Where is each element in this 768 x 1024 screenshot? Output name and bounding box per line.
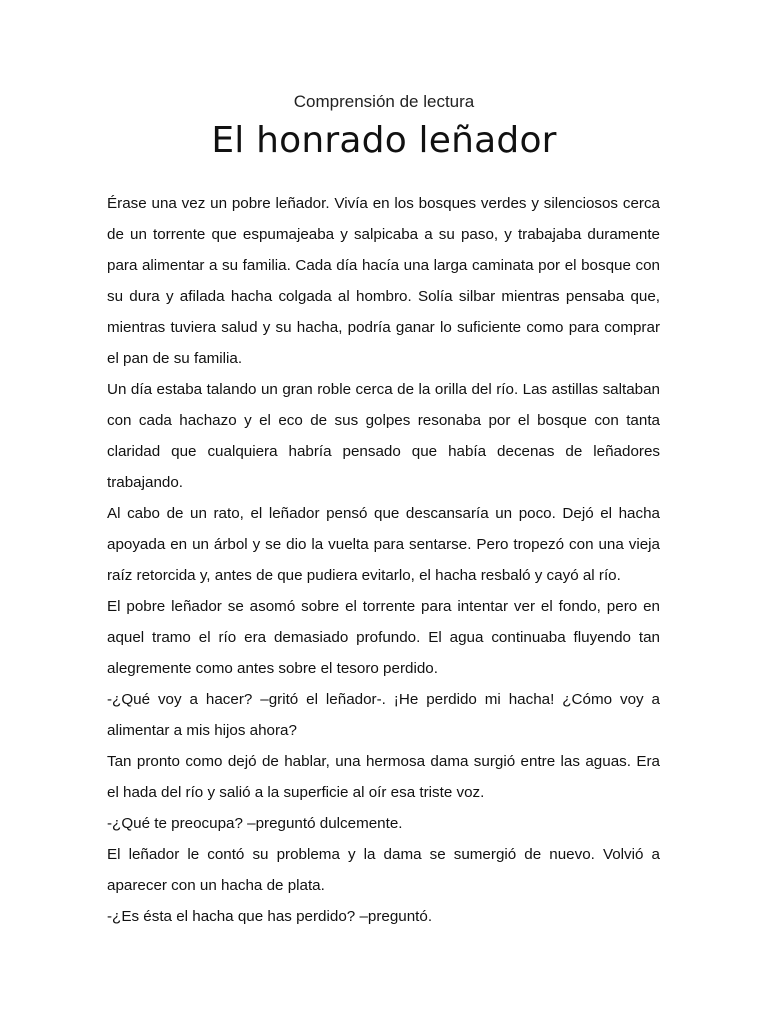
document-title: El honrado leñador xyxy=(211,120,557,161)
dialogue-line: -¿Es ésta el hacha que has perdido? –preguntó. xyxy=(107,908,433,925)
dialogue-line: -¿Qué te preocupa? –preguntó dulcemente. xyxy=(107,815,403,832)
story-paragraph: Un día estaba talando un gran roble cerca de la orilla del río. Las astillas saltaban con cada hachazo y el eco de sus golpes resonaba por el bosque con tanta claridad que cualquiera habría pensado que había decenas de leñadores trabajando. xyxy=(107,381,660,491)
story-paragraph: El leñador le contó su problema y la dama se sumergió de nuevo. Volvió a aparecer con un hacha de plata. xyxy=(107,846,660,894)
story-paragraph: Al cabo de un rato, el leñador pensó que descansaría un poco. Dejó el hacha apoyada en un árbol y se dio la vuelta para sentarse. Pero tropezó con una vieja raíz retorcida y, antes de que pudiera evitarlo, el hacha resbaló y cayó al río. xyxy=(107,505,660,584)
story-paragraph: El pobre leñador se asomó sobre el torrente para intentar ver el fondo, pero en aquel tramo el río era demasiado profundo. El agua continuaba fluyendo tan alegremente como antes sobre el tesoro perdido. xyxy=(107,598,660,677)
story-paragraph: Tan pronto como dejó de hablar, una hermosa dama surgió entre las aguas. Era el hada del río y salió a la superficie al oír esa triste voz. xyxy=(107,753,660,801)
story-body xyxy=(107,188,660,932)
story-paragraph: Érase una vez un pobre leñador. Vivía en los bosques verdes y silenciosos cerca de un torrente que espumajeaba y salpicaba a su paso, y trabajaba duramente para alimentar a su familia. Cada día hacía una larga caminata por el bosque con su dura y afilada hacha colgada al hombro. Solía silbar mientras pensaba que, mientras tuviera salud y su hacha, podría ganar lo suficiente como para comprar el pan de su familia. xyxy=(107,195,660,367)
document-subtitle: Comprensión de lectura xyxy=(293,92,475,111)
dialogue-line: -¿Qué voy a hacer? –gritó el leñador-. ¡He perdido mi hacha! ¿Cómo voy a alimentar a mis hijos ahora? xyxy=(107,691,660,739)
